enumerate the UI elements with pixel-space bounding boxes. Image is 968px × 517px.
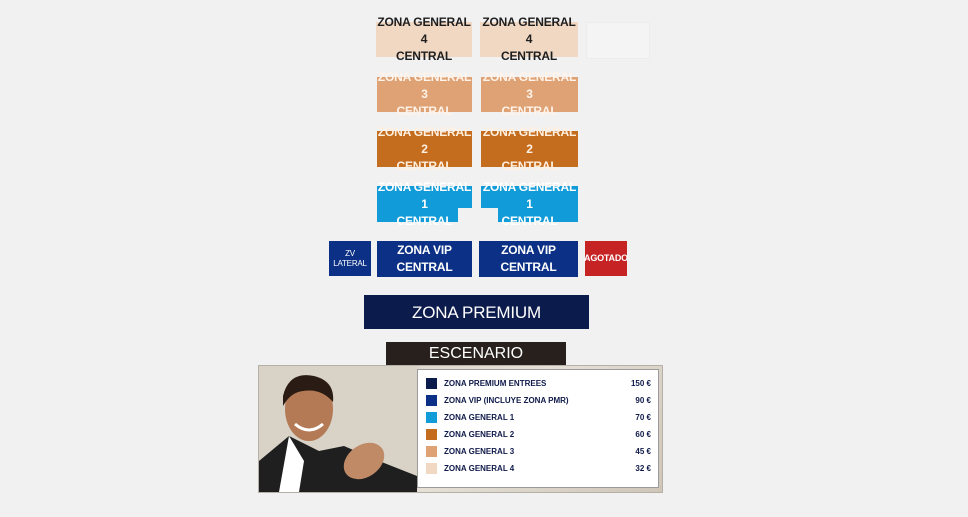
zona-general-4-central-right[interactable]	[480, 15, 578, 63]
zone-sector: LATERAL	[333, 258, 367, 268]
zone-sector: CENTRAL	[501, 213, 558, 228]
zone-name: ZONA VIP	[501, 243, 556, 257]
legend-swatch	[426, 446, 437, 457]
zone-name: ZONA GENERAL 4	[482, 15, 576, 46]
stage	[386, 342, 566, 366]
legend-label: ZONA GENERAL 2	[444, 430, 515, 439]
zone-sector: CENTRAL	[396, 260, 453, 274]
sold-out-label: AGOTADO	[584, 253, 628, 263]
agotado-zone	[585, 241, 627, 276]
zona-general-2-central-left[interactable]	[377, 124, 472, 173]
zona-general-2-central-right[interactable]	[481, 124, 578, 173]
zone-notch	[481, 208, 498, 222]
zone-sector: CENTRAL	[396, 49, 452, 63]
price-panel	[258, 365, 663, 493]
stage-label: ESCENARIO	[428, 345, 524, 362]
artist-photo	[259, 366, 417, 492]
zona-premium[interactable]	[364, 295, 589, 329]
legend-row-vip	[426, 394, 651, 408]
zona-vip-central-left[interactable]	[377, 241, 472, 277]
zone-name: ZONA GENERAL 1	[377, 179, 472, 211]
zone-sector: CENTRAL	[396, 158, 453, 173]
legend-label: ZONA GENERAL 4	[444, 464, 515, 473]
price-legend	[417, 369, 659, 488]
empty-zone-placeholder	[586, 22, 650, 59]
legend-swatch	[426, 412, 437, 423]
zone-name: ZONA GENERAL 2	[377, 124, 472, 156]
legend-row-general-1	[426, 411, 651, 425]
zone-name: ZV	[345, 248, 355, 258]
legend-label: ZONA VIP (INCLUYE ZONA PMR)	[444, 396, 569, 405]
zone-sector: CENTRAL	[501, 49, 557, 63]
legend-price: 150 €	[630, 379, 651, 388]
zona-vip-central-right[interactable]	[479, 241, 578, 277]
legend-price: 70 €	[635, 413, 651, 422]
zone-name: ZONA GENERAL 3	[482, 70, 577, 101]
zone-sector: CENTRAL	[396, 104, 453, 118]
zona-general-4-central-left[interactable]	[376, 15, 472, 63]
legend-swatch	[426, 395, 437, 406]
legend-price: 60 €	[635, 430, 651, 439]
zone-notch	[458, 208, 472, 222]
zone-name: ZONA VIP	[397, 243, 452, 257]
zv-lateral[interactable]	[329, 241, 371, 276]
legend-price: 90 €	[635, 396, 651, 405]
legend-row-general-4	[426, 462, 651, 476]
legend-label: ZONA PREMIUM ENTREES	[444, 379, 547, 388]
legend-label: ZONA GENERAL 1	[444, 413, 515, 422]
legend-price: 45 €	[635, 447, 651, 456]
zona-general-3-central-right[interactable]	[481, 70, 578, 118]
legend-swatch	[426, 463, 437, 474]
legend-label: ZONA GENERAL 3	[444, 447, 515, 456]
legend-row-general-2	[426, 428, 651, 442]
zone-name: ZONA PREMIUM	[412, 302, 541, 322]
legend-row-premium	[426, 377, 651, 391]
legend-swatch	[426, 429, 437, 440]
legend-price: 32 €	[635, 464, 651, 473]
zone-name: ZONA GENERAL 2	[482, 124, 577, 156]
zone-name: ZONA GENERAL 1	[482, 179, 577, 211]
zone-sector: CENTRAL	[500, 260, 557, 274]
legend-swatch	[426, 378, 437, 389]
zone-name: ZONA GENERAL 4	[377, 15, 471, 46]
zone-sector: CENTRAL	[396, 213, 453, 228]
zone-sector: CENTRAL	[501, 104, 558, 118]
zone-name: ZONA GENERAL 3	[377, 70, 472, 101]
zone-sector: CENTRAL	[501, 158, 558, 173]
zona-general-3-central-left[interactable]	[377, 70, 472, 118]
legend-row-general-3	[426, 445, 651, 459]
